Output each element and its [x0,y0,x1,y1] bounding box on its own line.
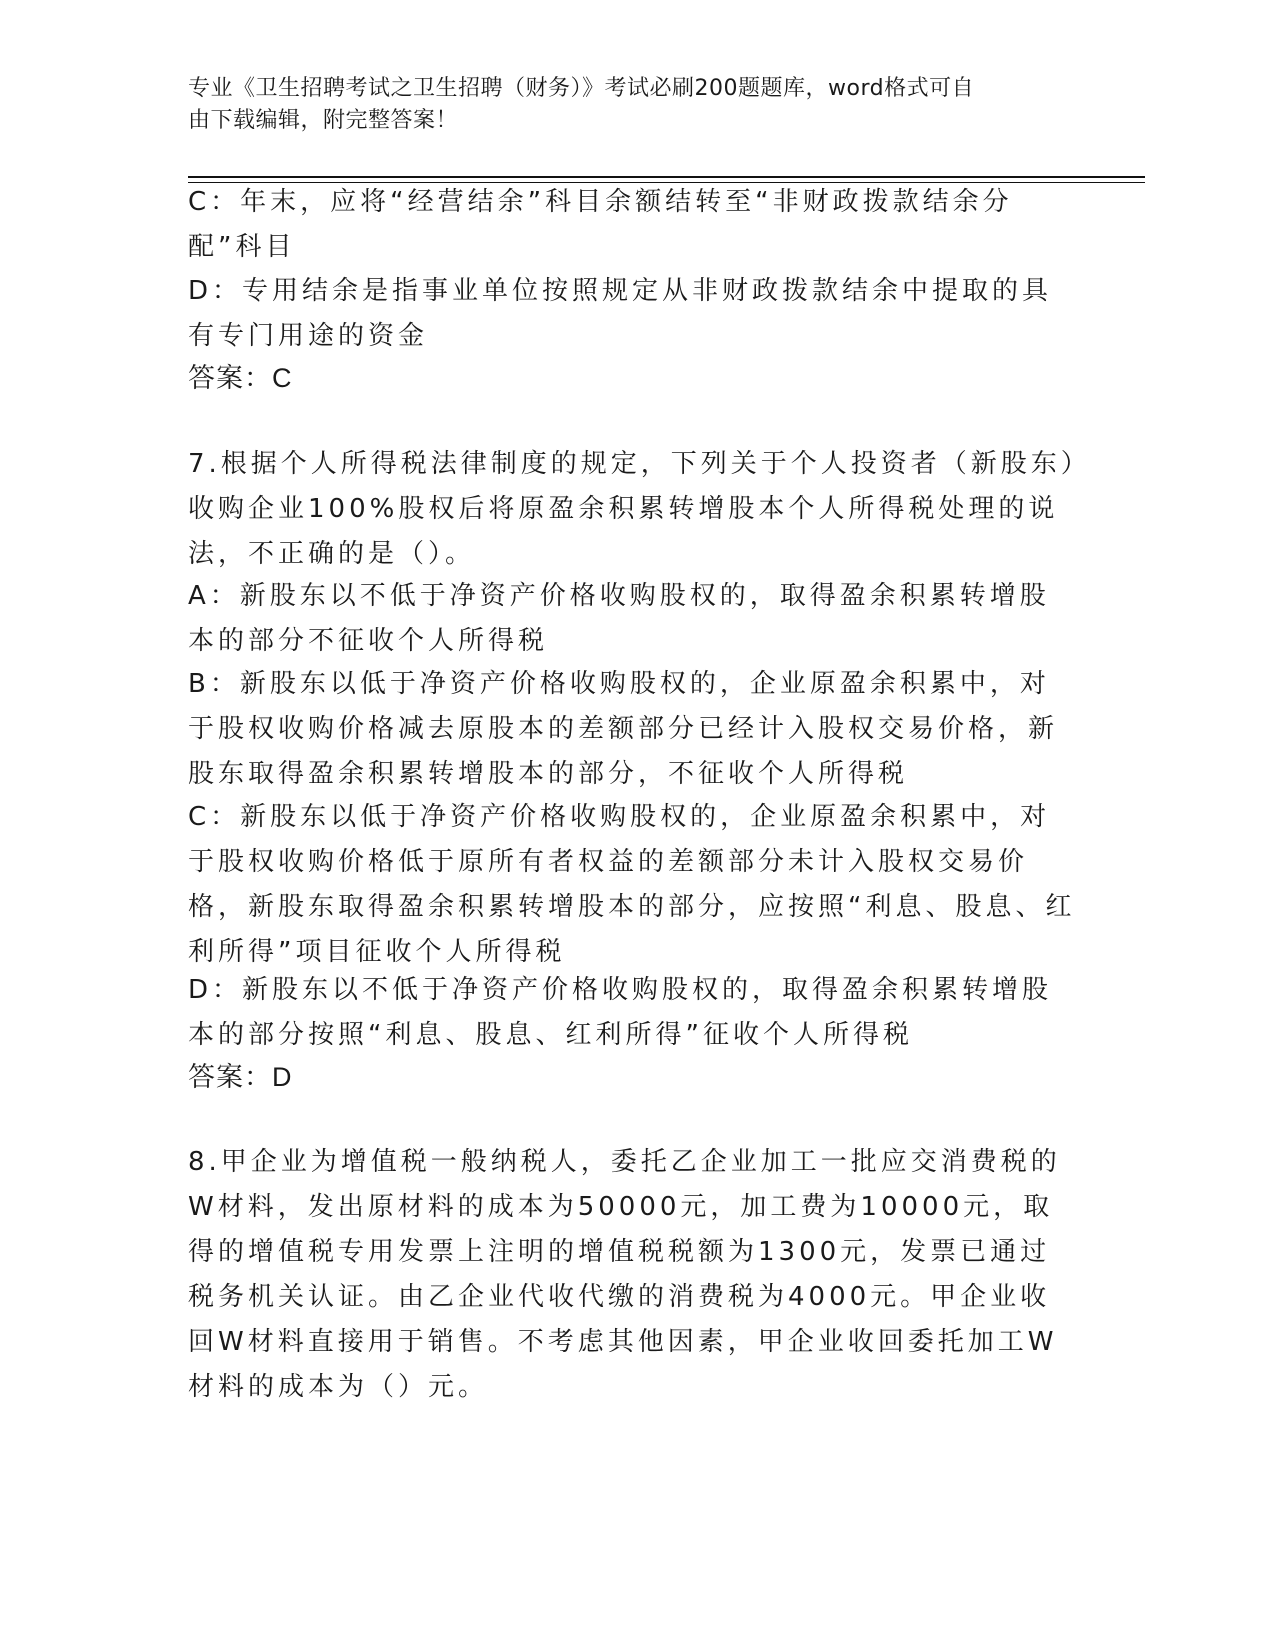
header-rule-thick [188,176,1145,178]
header-line-1: 专业《卫生招聘考试之卫生招聘（财务）》考试必刷200题题库，word格式可自 [188,76,975,101]
q7-option-a: A：新股东以不低于净资产价格收购股权的，取得盈余积累转增股本的部分不征收个人所得税 [188,581,1050,656]
q8-stem: 8.甲企业为增值税一般纳税人，委托乙企业加工一批应交消费税的W材料，发出原材料的成本为50000元，加工费为10000元，取得的增值税专用发票上注明的增值税税额为1300元，发票已通过税务机关认证。由乙企业代收代缴的消费税为4000元。甲企业收回W材料直接用于销售。不考虑其他因素，甲企业收回委托加工W材料的成本为（）元。 [188,1147,1061,1402]
q6-option-c: C：年末，应将“经营结余”科目余额结转至“非财政拨款结余分配”科目 [188,187,1013,262]
q7-option-c: C：新股东以低于净资产价格收购股权的，企业原盈余积累中，对于股权收购价格低于原所有者权益的差额部分未计入股权交易价格，新股东取得盈余积累转增股本的部分，应按照“利息、股息、红利所得”项目征收个人所得税 [188,802,1076,967]
header-line-2: 由下载编辑，附完整答案！ [188,108,459,133]
q6-answer: 答案：C [188,363,293,393]
q7-answer: 答案：D [188,1062,293,1092]
q6-option-d: D：专用结余是指事业单位按照规定从非财政拨款结余中提取的具有专门用途的资金 [188,276,1053,351]
document-header [188,73,1068,137]
q7-stem: 7.根据个人所得税法律制度的规定，下列关于个人投资者（新股东）收购企业100%股权后将原盈余积累转增股本个人所得税处理的说法，不正确的是（）。 [188,449,1078,569]
q7-option-d: D：新股东以不低于净资产价格收购股权的，取得盈余积累转增股本的部分按照“利息、股息、红利所得”征收个人所得税 [188,975,1053,1050]
q7-option-b: B：新股东以低于净资产价格收购股权的，企业原盈余积累中，对于股权收购价格减去原股本的差额部分已经计入股权交易价格，新股东取得盈余积累转增股本的部分，不征收个人所得税 [188,669,1059,789]
